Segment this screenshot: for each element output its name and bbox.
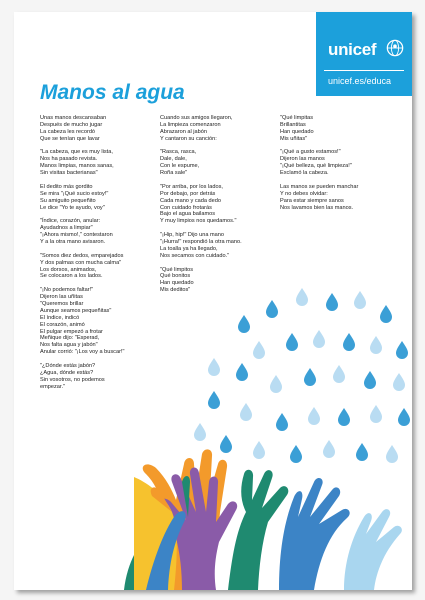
poem-line: "¡Ahora mismo!," contestaron: [40, 232, 113, 239]
poem-line: Sin vosotros, no podemos: [40, 376, 105, 383]
poem-line: Dijeron las uñitas: [40, 294, 83, 301]
poem-stanza: [160, 184, 290, 225]
poem-line: "¡No podemos faltar!": [40, 287, 94, 294]
poem-stanza: [40, 115, 170, 143]
poem-line: Para estar siempre sanos: [280, 197, 344, 204]
poem-line: ¿Agua, dónde estás?: [40, 369, 94, 376]
poem-line: "Queremos brillar: [40, 300, 84, 307]
poem-line: "Qué limpitas: [280, 115, 314, 121]
poem-column-1: [40, 115, 170, 397]
poem-line: "¡Hip, hip!" Dijo una mano: [160, 232, 224, 239]
poem-line: Y cantaron su canción:: [160, 135, 217, 142]
poem-line: Mis deditos": [160, 287, 191, 294]
poem-line: La limpieza comenzaron: [160, 121, 221, 128]
poem-line: Sin visitas bacterianas": [40, 170, 98, 177]
poem-line: Han quedado: [160, 280, 194, 287]
poem-stanza: [280, 115, 400, 143]
poem-line: "Somos diez dedos, emparejados: [40, 252, 124, 259]
lightblue-hand: [344, 509, 402, 590]
poem-line: Nos falta agua y jabón": [40, 342, 98, 349]
hands-group: [124, 449, 402, 590]
poem-line: "Rasca, rasca,: [160, 149, 197, 156]
poem-line: Nos ha pasado revista.: [40, 156, 98, 163]
poem-line: Ayudadnos a limpiar": [40, 225, 93, 232]
poem-line: El dedito más gordito: [40, 183, 93, 190]
poem-line: Las manos se pueden manchar: [280, 183, 359, 190]
blue-hand: [279, 478, 350, 590]
poem-line: Y a la otra mano avisaron.: [40, 238, 106, 245]
poem-stanza: [40, 149, 170, 177]
poem-line: Se colocaron a los lados.: [40, 273, 103, 280]
poem-line: La toalla ya ha llegado,: [160, 245, 218, 252]
poem-line: Cuando sus amigos llegaron,: [160, 115, 233, 121]
green-hand: [228, 470, 288, 590]
poem-line: Manos limpias, manos sanas,: [40, 163, 114, 170]
water-drops: [194, 288, 410, 463]
poem-line: Dijeron las manos: [280, 156, 325, 163]
poster-page: [14, 12, 412, 590]
poem-line: Los dorsos, animados,: [40, 266, 97, 273]
poem-line: Bajo el agua bailamos: [160, 211, 216, 218]
poem-line: Nos secamos con cuidado.": [160, 252, 230, 259]
poem-line: El corazón, animó: [40, 321, 85, 328]
poem-stanza: [40, 287, 170, 356]
poem-line: Dale, dale,: [160, 156, 187, 163]
poem-line: Unas manos descansaban: [40, 115, 107, 121]
poem-line: Se mira "¡Qué sucio estoy!": [40, 190, 109, 197]
poem-line: Con cuidado frotarás: [160, 204, 212, 211]
poem-stanza: [160, 232, 290, 260]
poem-line: "¡Hurra!" respondió la otra mano.: [160, 238, 242, 245]
poem-line: Por debajo, por detrás: [160, 190, 216, 197]
poem-line: El índice, indicó: [40, 314, 80, 321]
poem-line: Brillantitas: [280, 121, 306, 128]
poem-stanza: [40, 363, 170, 391]
poem-stanza: [40, 218, 170, 246]
poem-stanza: [160, 149, 290, 177]
poem-line: "La cabeza, que es muy lista,: [40, 149, 113, 156]
poem-line: "¡Qué a gusto estamos!": [280, 149, 341, 156]
poem-line: Su amiguito pequeñito: [40, 197, 96, 204]
page-title: Manos al agua: [40, 81, 185, 104]
poem-stanza: [40, 184, 170, 212]
poem-line: Meñique dijo: "Esperad,: [40, 335, 100, 342]
poem-line: "¿Dónde estás jabón?: [40, 362, 96, 369]
poem-line: "¡Qué belleza, qué limpieza!": [280, 163, 352, 170]
poem-line: "Índice, corazón, anular:: [40, 218, 101, 225]
poem-line: Qué bonitos: [160, 273, 191, 280]
poem-line: Mis uñitas": [280, 135, 308, 142]
brand-url-link[interactable]: unicef.es/educa: [328, 76, 392, 86]
poem-stanza: [40, 253, 170, 281]
poem-line: Y dos palmas con mucha calma": [40, 259, 122, 266]
poem-line: Después de mucho jugar: [40, 121, 103, 128]
poem-line: Con le espume,: [160, 163, 200, 170]
poem-line: Exclamó la cabeza.: [280, 170, 329, 177]
poem-line: El pulgar empezó a frotar: [40, 328, 103, 335]
poem-line: Que se tenían que lavar: [40, 135, 100, 142]
poem-line: "Por arriba, por los lados,: [160, 183, 223, 190]
poem-line: Nos lavamos bien las manos.: [280, 204, 354, 211]
poem-line: Han quedado: [280, 128, 314, 135]
poem-line: Y no debes olvidar:: [280, 190, 328, 197]
poem-column-3: [280, 115, 400, 218]
poem-line: Abrazaron al jabón: [160, 128, 207, 135]
poem-line: Anular corrió: "¡Los voy a buscar!": [40, 349, 125, 356]
poem-line: La cabeza les recordó: [40, 128, 96, 135]
poem-line: Roña sale": [160, 170, 188, 177]
poem-line: Cada mano y cada dedo: [160, 197, 221, 204]
poem-line: "Qué limpitos: [160, 266, 194, 273]
poem-stanza: [160, 115, 290, 143]
poem-stanza: [280, 184, 400, 212]
poem-line: empezar.": [40, 383, 65, 390]
poem-stanza: [160, 267, 290, 295]
poem-stanza: [280, 149, 400, 177]
poem-line: Y muy limpios nos quedamos.": [160, 218, 237, 225]
poem-column-2: [160, 115, 290, 301]
brand-name: unicef: [328, 40, 377, 59]
poem-line: Aunque seamos pequeñitas": [40, 307, 112, 314]
poem-line: Le dice "Yo te ayudo, voy": [40, 204, 105, 211]
